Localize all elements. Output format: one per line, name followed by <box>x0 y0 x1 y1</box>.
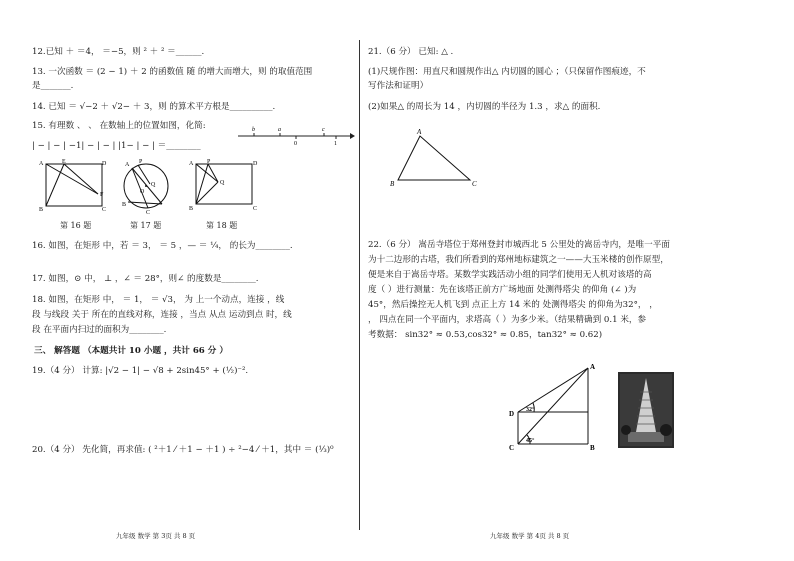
question-22-line2: 为十二边形的古塔，我们所看到的郑州地标建筑之一——大玉米楼的创作原型， <box>368 255 669 265</box>
numberline-label-b: b <box>252 127 255 133</box>
question-16: 16. 如图，在矩形 中，若 ＝ 3， ＝ 5 ，— ＝ ¼， 的长为________. <box>32 241 293 251</box>
question-21-line1: 21.（6 分） 已知: △ . <box>368 47 454 57</box>
question-18-line1: 18. 如图，在矩形 中， ＝ 1， ＝ √3， 为 上一个动点，连接 ，线 <box>32 295 285 305</box>
number-line-figure <box>236 124 356 146</box>
fig16-label-E: E <box>62 159 66 165</box>
section-3-header: 三、 解答题 （本题共计 10 小题 ，共计 66 分 ） <box>34 346 228 356</box>
fig16-label-D: D <box>102 161 107 167</box>
fig16-label-C: C <box>102 207 107 212</box>
left-page <box>0 0 360 561</box>
fig18-label-D: D <box>253 161 258 167</box>
fig18-label-B: B <box>189 206 194 212</box>
question-15-line1: 15. 有理数 、 、 在数轴上的位置如图，化简: <box>32 121 206 131</box>
fig17-label-C: C <box>146 210 151 216</box>
fig16-label-F: F <box>100 192 104 198</box>
question-13-line1: 13. 一次函数 ＝ (2 − 1) ＋ 2 的函数值 随 的增大而增大，则 的取值范围 <box>32 67 313 77</box>
question-17: 17. 如图，⊙ 中， ⊥ ，∠ ＝ 28°，则∠ 的度数是________. <box>32 274 259 284</box>
fig17-label-A: A <box>125 162 130 168</box>
tri-label-A: A <box>417 128 422 136</box>
question-18-line3: 段 在平面内扫过的面积为________. <box>32 325 167 335</box>
tri-label-B: B <box>390 180 395 188</box>
question-22-line4: 度（ ）进行测量：先在该塔正前方广场地面 处测得塔尖 的仰角 (∠ )为 <box>368 285 637 295</box>
fig17-label-Q: Q <box>151 182 156 188</box>
fig18-label-A: A <box>189 161 194 167</box>
tri-label-C: C <box>472 180 477 188</box>
figure-18 <box>188 158 262 212</box>
caption-16: 第 16 题 <box>60 221 92 230</box>
question-19: 19.（4 分） 计算: |√2 − 1| − √8 + 2sin45° + (½)⁻². <box>32 366 249 376</box>
fig22-label-C: C <box>509 444 515 452</box>
page-divider <box>359 40 360 530</box>
pagoda-photo <box>618 372 674 448</box>
numberline-label-1: 1 <box>334 141 337 146</box>
figure-22-geometry <box>504 360 604 452</box>
question-21-line4: (2)如果△ 的周长为 14 ，内切圆的半径为 1.3 ，求△ 的面积. <box>368 102 601 112</box>
question-22-line7: 考数据： sin32° ≈ 0.53,cos32° ≈ 0.85，tan32° ≈ 0.62) <box>368 330 603 340</box>
figure-16 <box>38 158 110 212</box>
question-22-line3: 便是来自于嵩岳寺塔。某数学实践活动小组的同学们使用无人机对该塔的高 <box>368 270 652 280</box>
footer-right: 九年级 数学 第 4页 共 8 页 <box>490 532 570 540</box>
question-18-line2: 段 与线段 关于 所在的直线对称，连接 ，当点 从点 运动到点 时，线 <box>32 310 292 320</box>
question-22-line6: ， 四点在同一个平面内，求塔高（ ）为多少米。（结果精确到 0.1 米，参 <box>368 315 647 325</box>
triangle-abc-figure <box>390 128 480 188</box>
fig22-angle-32: 32° <box>526 407 535 413</box>
figure-17 <box>118 156 174 216</box>
question-14: 14. 已知 ＝ √−2 ＋ √2− ＋ 3，则 的算术平方根是__________. <box>32 102 276 112</box>
fig17-label-B: B <box>122 202 127 208</box>
numberline-label-0: 0 <box>294 141 297 146</box>
fig16-label-A: A <box>39 161 44 167</box>
fig18-label-C: C <box>253 206 258 212</box>
question-20: 20.（4 分） 先化简，再求值: ( ²＋1 ⁄ ＋1 − ＋1 ) ÷ ²−4 ⁄ ＋1，其中 ＝ (⅓)⁰ <box>32 445 334 455</box>
fig16-label-B: B <box>39 207 44 212</box>
fig22-angle-45: 45° <box>526 438 535 444</box>
fig18-label-P: P <box>207 159 211 165</box>
right-page <box>362 0 794 561</box>
fig22-label-D: D <box>509 410 515 418</box>
fig17-label-O: O <box>140 189 145 195</box>
question-21-line2: (1)尺规作图：用直尺和圆规作出△ 内切圆的圆心 ；（只保留作图痕迹，不 <box>368 67 646 77</box>
fig18-label-Q: Q <box>220 180 225 186</box>
fig22-label-B: B <box>590 444 595 452</box>
fig17-label-P: P <box>139 159 143 165</box>
numberline-label-c: c <box>322 127 325 133</box>
question-15-line2: | − | − | −1| − | − | |1− | − | ＝________ <box>32 141 201 151</box>
caption-18: 第 18 题 <box>206 221 238 230</box>
question-12: 12.已知 ＋ ＝4， ＝−5，则 ² ＋ ² ＝______. <box>32 47 205 57</box>
question-22-line5: 45°，然后操控无人机飞到 点正上方 14 米的 处测得塔尖 的仰角为32°， ， <box>368 300 658 310</box>
question-21-line3: 写作法和证明） <box>368 81 429 91</box>
caption-17: 第 17 题 <box>130 221 162 230</box>
numberline-label-a: a <box>278 127 281 133</box>
fig22-label-A: A <box>590 363 596 371</box>
question-13-line2: 是_______. <box>32 81 74 91</box>
footer-left: 九年级 数学 第 3页 共 8 页 <box>116 532 196 540</box>
question-22-line1: 22.（6 分） 嵩岳寺塔位于郑州登封市城西北 5 公里处的嵩岳寺内，是唯一平面 <box>368 240 670 250</box>
